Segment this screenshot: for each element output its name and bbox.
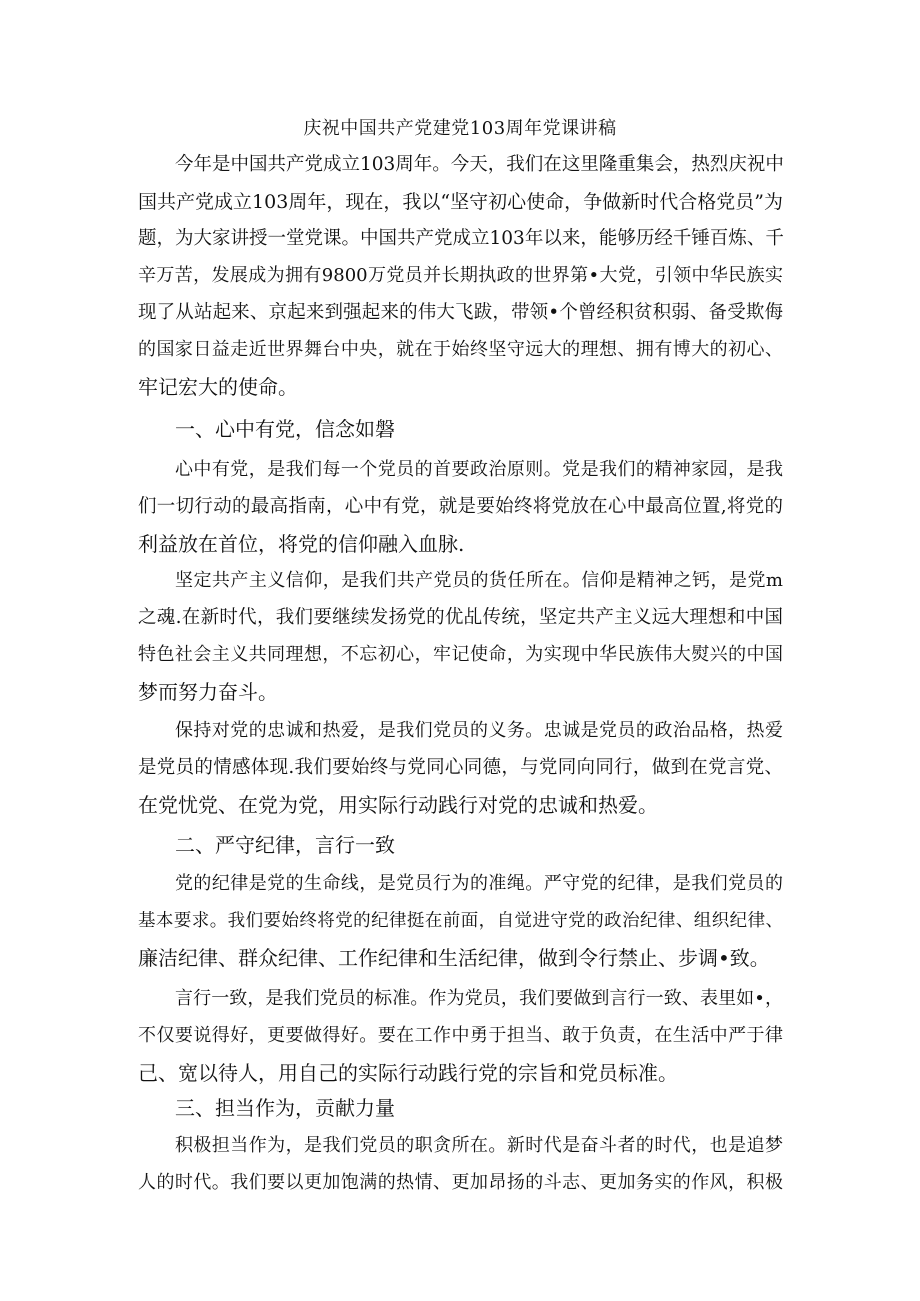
paragraph-line: 党的纪律是党的生命线，是党员行为的准绳。严守党的纪律，是我们党员的 xyxy=(175,873,783,894)
paragraph-line: 梦而努力奋斗。 xyxy=(138,680,278,704)
paragraph-line: 人的时代。我们要以更加饱满的热情、更加昂扬的斗志、更加务实的作风，积极 xyxy=(138,1172,783,1193)
paragraph-line: 今年是中国共产党成立103周年。今天，我们在这里隆重集会，热烈庆祝中 xyxy=(175,154,784,175)
paragraph-line: 辛万苦，发展成为拥有9800万党员并长期执政的世界第•大党，引领中华民族实 xyxy=(138,265,783,286)
paragraph-line: 言行一致，是我们党员的标准。作为党员，我们要做到言行一致、表里如•， xyxy=(175,988,783,1009)
paragraph-line: 不仅要说得好，更要做得好。要在工作中勇于担当、敢于负责，在生活中严于律 xyxy=(138,1025,783,1046)
paragraph-line: 特色社会主义共同理想，不忘初心，牢记使命，为实现中华民族伟大熨兴的中国 xyxy=(138,644,783,665)
paragraph-line: 牢记宏大的使命。 xyxy=(138,375,298,399)
paragraph-line: 基本要求。我们要始终将党的纪律挺在前面，自觉进守党的政治纪律、组织纪律、 xyxy=(138,911,783,931)
paragraph-line: 在党忧党、在党为党，用实际行动践行对党的忠诚和热爱。 xyxy=(138,793,658,817)
section-heading: 一、心中有党，信念如磐 xyxy=(175,417,395,441)
paragraph-line: 国共产党成立103周年，现在，我以“坚守初心使命，争做新时代合格党员”为 xyxy=(138,191,783,213)
paragraph-line: 现了从站起来、京起来到强起来的伟大飞跋，带领•个曾经积贫积弱、备受欺侮 xyxy=(138,302,783,323)
section-heading: 二、严守纪律，言行一致 xyxy=(175,833,395,857)
paragraph-line: 是党员的情感体现.我们要始终与党同心同德，与党同向同行，做到在党言党、 xyxy=(138,757,783,778)
paragraph-line: 们一切行动的最高指南，心中有党，就是要始终将党放在心中最高位置,将党的 xyxy=(138,496,783,517)
paragraph-line: 之魂.在新时代，我们要继续发扬党的优乩传统，坚定共产主义远大理想和中国 xyxy=(138,607,783,628)
section-heading: 三、担当作为，贡献力量 xyxy=(175,1096,395,1120)
document-title: 庆祝中国共产党建党103周年党课讲稿 xyxy=(303,118,617,139)
paragraph-line: 保持对党的忠诚和热爱，是我们党员的义务。忠诚是党员的政治品格，热爱 xyxy=(175,720,783,741)
paragraph-line: 坚定共产主义信仰，是我们共产党员的货任所在。信仰是精神之钙，是党m xyxy=(175,570,783,591)
paragraph-line: 廉洁纪律、群众纪律、工作纪律和生活纪律，做到令行禁止、步调•致。 xyxy=(138,946,770,970)
paragraph-line: 的国家日益走近世界舞台中央，就在于始终坚守远大的理想、拥有博大的初心、 xyxy=(138,339,783,360)
paragraph-line: 利益放在首位，将党的信仰融入血脉. xyxy=(138,532,465,556)
paragraph-line: 积极担当作为，是我们党员的职贪所在。新时代是奋斗者的时代，也是追梦 xyxy=(175,1135,783,1156)
paragraph-line: 题，为大家讲授一堂党课。中国共产党成立103年以来，能够历经千锤百炼、千 xyxy=(138,228,784,249)
paragraph-line: 心中有党，是我们每一个党员的首要政治原则。党是我们的精神家园，是我 xyxy=(175,459,783,480)
paragraph-line: 己、宽以待人，用自己的实际行动践行党的宗旨和党员标准。 xyxy=(138,1061,678,1085)
